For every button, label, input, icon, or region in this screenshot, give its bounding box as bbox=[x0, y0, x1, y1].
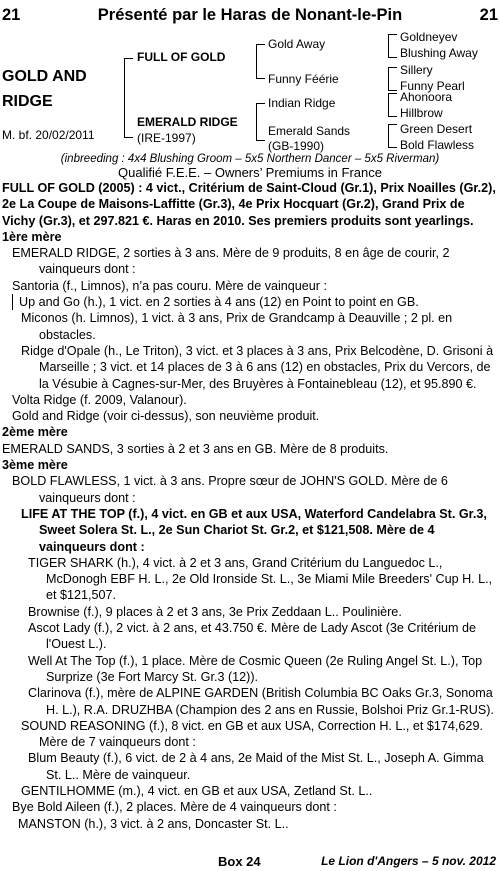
bracket-parents bbox=[124, 58, 133, 138]
produce-well-at-the-top: Well At The Top (f.), 1 place. Mère de Cosmic Queen (2e Ruling Angel St. L.), Top Surprize (3e Fort Marcy St. Gr.3 (12)). bbox=[28, 653, 483, 684]
inbreeding-note: (inbreeding : 4x4 Blushing Groom – 5x5 Northern Dancer – 5x5 Riverman) bbox=[60, 153, 440, 165]
qualified-note: Qualifié F.E.E. – Owners’ Premiums in France bbox=[118, 165, 382, 180]
produce-volta: Volta Ridge (f. 2009, Valanour). bbox=[12, 392, 187, 407]
grandsire-paternal: Gold Away bbox=[268, 37, 326, 51]
first-dam-intro: EMERALD RIDGE, 2 sorties à 3 ans. Mère de 9 produits, 8 en âge de courir, 2 vainqueurs dont : bbox=[12, 246, 450, 277]
horse-name: GOLD AND RIDGE bbox=[2, 68, 87, 110]
gg-4: Funny Pearl bbox=[400, 79, 465, 93]
produce-gold: Gold and Ridge (voir ci-dessus), son neuvième produit. bbox=[12, 409, 320, 424]
section-third-dam: 3ème mère bbox=[2, 458, 68, 473]
lot-number-left: 21 bbox=[2, 5, 21, 24]
produce-ridge-opale: Ridge d'Opale (h., Le Triton), 3 vict. et 3 places à 3 ans, Prix Belcodène, D. Grisoni à Marseille ; 3 vict. et 14 places de 3 à 6 ans (12) en obstacles, Prix du Vercors, de la Vésubie à Cagnes-sur-Mer, des Bruyères à Fontainebleau (12), et 95.890 €. bbox=[21, 343, 494, 391]
produce-tiger-shark: TIGER SHARK (h.), 4 vict. à 2 et 3 ans, Grand Critérium du Languedoc L., McDonogh EBF H. L., 2e Old Ironside St. L., 3e Miami Mile Breeders' Cup H. L., et $121,507. bbox=[28, 555, 493, 603]
catalogue-body bbox=[2, 180, 498, 832]
produce-sound-reasoning: SOUND REASONING (f.), 8 vict. en GB et aux USA, Correction H. L., et $174,629. Mère de 7 vainqueurs dont : bbox=[21, 718, 483, 750]
page-header bbox=[2, 0, 498, 30]
lot-number-right: 21 bbox=[479, 5, 498, 24]
produce-miconos: Miconos (h. Limnos), 1 vict. à 3 ans, Prix de Grandcamp à Deauville ; 2 pl. en obstacles. bbox=[21, 311, 453, 342]
dam-origin: (IRE-1997) bbox=[137, 131, 196, 145]
sale-location-date: Le Lion d'Angers – 5 nov. 2012 bbox=[321, 854, 496, 868]
section-first-dam: 1ère mère bbox=[2, 229, 62, 244]
pedigree-table bbox=[2, 30, 498, 152]
produce-blum-beauty: Blum Beauty (f.), 6 vict. de 2 à 4 ans, 2e Maid of the Mist St. L., Joseph A. Gimma St. L.. Mère de vainqueur. bbox=[28, 751, 484, 782]
bracket-sire bbox=[256, 44, 265, 79]
bracket-gg4 bbox=[388, 124, 397, 148]
granddam-paternal: Funny Féérie bbox=[268, 72, 339, 86]
presenter-title: Présenté par le Haras de Nonant-le-Pin bbox=[97, 5, 403, 24]
produce-santoria: Santoria (f., Limnos), n’a pas couru. Mère de vainqueur : bbox=[12, 278, 328, 293]
bracket-gg1 bbox=[388, 34, 397, 58]
second-dam-intro: EMERALD SANDS, 3 sorties à 2 et 3 ans en GB. Mère de 8 produits. bbox=[2, 441, 389, 456]
produce-life-at-the-top: LIFE AT THE TOP (f.), 4 vict. en GB et aux USA, Waterford Candelabra St. Gr.3, Sweet Solera St. L., 2e Sun Chariot St. Gr.2, et $121,508. Mère de 4 vainqueurs dont : bbox=[21, 506, 487, 554]
granddam-maternal-origin: (GB-1990) bbox=[268, 139, 325, 153]
bracket-dam bbox=[256, 103, 265, 141]
gg-5: Ahonoora bbox=[400, 90, 453, 104]
sire-paragraph: FULL OF GOLD (2005) : 4 vict., Critérium de Saint-Cloud (Gr.1), Prix Noailles (Gr.2), 2e La Coupe de Maisons-Laffitte (Gr.3), 4e Prix Hocquart (Gr.2), Grand Prix de Vichy (Gr.3), et 297.821 €. Haras en 2010. Ses premiers produits sont yearlings. bbox=[2, 181, 496, 228]
horse-info: M. bf. 20/02/2011 bbox=[2, 128, 95, 142]
produce-upandgo: Up and Go (h.), 1 vict. en 2 sorties à 4 ans (12) en Point to point en GB. bbox=[12, 294, 498, 310]
gg-2: Blushing Away bbox=[400, 46, 478, 60]
gg-6: Hillbrow bbox=[400, 106, 443, 120]
third-dam-intro: BOLD FLAWLESS, 1 vict. à 3 ans. Propre sœur de JOHN'S GOLD. Mère de 6 vainqueurs dont : bbox=[12, 474, 448, 505]
produce-manston: MANSTON (h.), 3 vict. à 2 ans, Doncaster St. L.. bbox=[18, 816, 289, 831]
produce-brownise: Brownise (f.), 9 places à 2 et 3 ans, 3e Prix Zeddaan L.. Poulinière. bbox=[28, 604, 402, 619]
produce-ascot-lady: Ascot Lady (f.), 2 vict. à 2 ans, et 43.750 €. Mère de Lady Ascot (3e Critérium de l'Ouest L.). bbox=[28, 621, 477, 652]
granddam-maternal: Emerald Sands bbox=[268, 124, 351, 138]
page-footer bbox=[0, 854, 500, 871]
section-second-dam: 2ème mère bbox=[2, 425, 68, 440]
dam-name: EMERALD RIDGE bbox=[137, 115, 238, 129]
gg-1: Goldneyev bbox=[400, 30, 458, 44]
box-number: Box 24 bbox=[218, 854, 261, 869]
bracket-gg2 bbox=[388, 67, 397, 91]
produce-clarinova: Clarinova (f.), mère de ALPINE GARDEN (British Columbia BC Oaks Gr.3, Sonoma H. L.), R.A. DRUZHBA (Champion des 2 ans en Russie, Bolshoi Priz Gr.1-RUS). bbox=[28, 686, 494, 717]
produce-gentilhomme: GENTILHOMME (m.), 4 vict. en GB et aux USA, Zetland St. L.. bbox=[21, 783, 373, 798]
sire-name: FULL OF GOLD bbox=[137, 50, 226, 64]
grandsire-maternal: Indian Ridge bbox=[268, 96, 336, 110]
bracket-gg3 bbox=[388, 93, 397, 117]
gg-3: Sillery bbox=[400, 63, 433, 77]
gg-8: Bold Flawless bbox=[400, 138, 475, 152]
produce-bye-bold-aileen: Bye Bold Aileen (f.), 2 places. Mère de 4 vainqueurs dont : bbox=[12, 800, 337, 815]
gg-7: Green Desert bbox=[400, 122, 473, 136]
